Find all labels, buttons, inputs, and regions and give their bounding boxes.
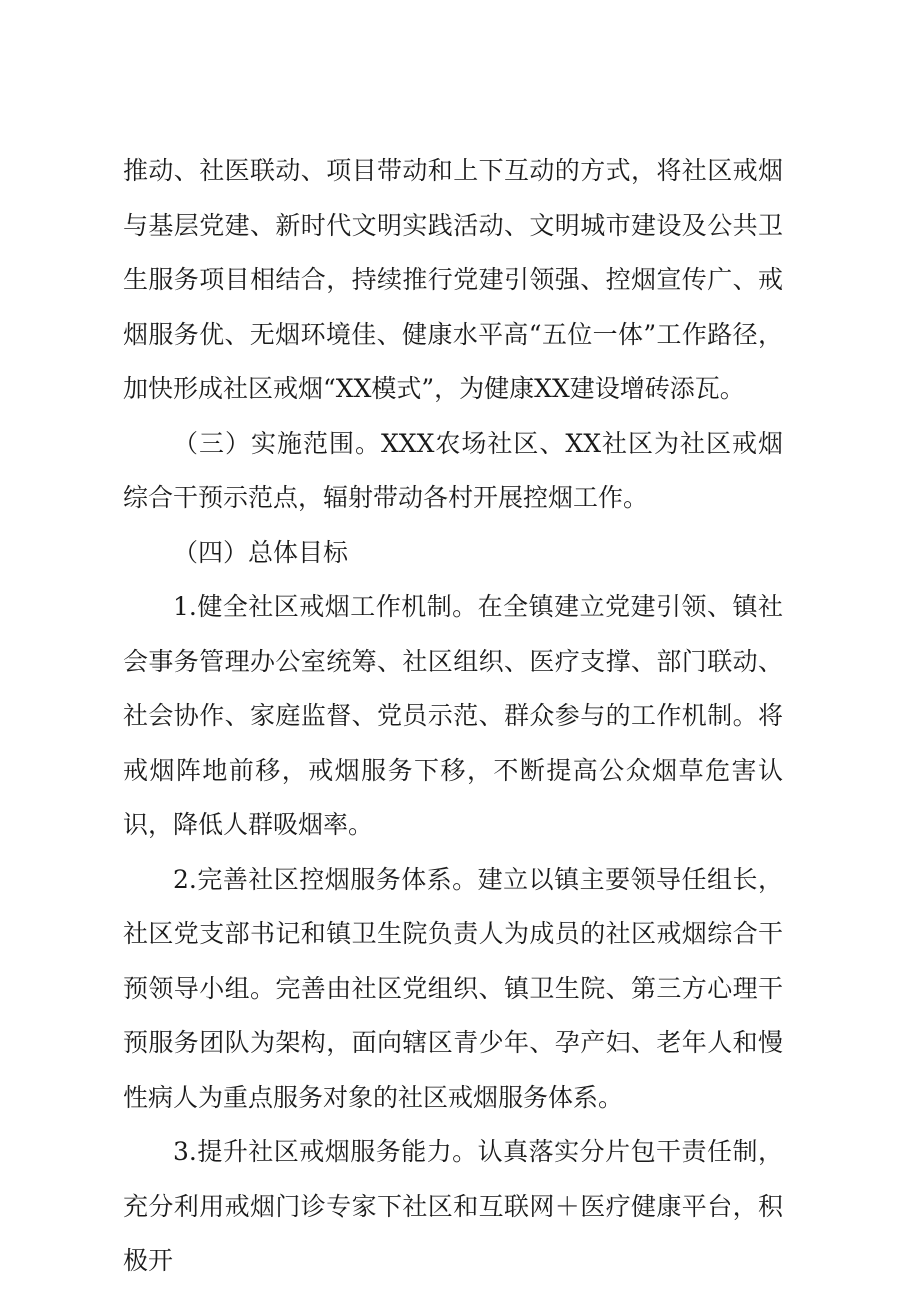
paragraph-goal-2: 2.完善社区控烟服务体系。建立以镇主要领导任组长，社区党支部书记和镇卫生院负责人为成员的社区戒烟综合干预领导小组。完善由社区党组织、镇卫生院、第三方心理干预服务团队为架构，面向辖区青少年、孕产妇、老年人和慢性病人为重点服务对象的社区戒烟服务体系。 [123,864,783,1112]
section-heading-overall-goals: （四）总体目标 [173,537,349,567]
document-body [123,144,783,1289]
paragraph-goal-1: 1.健全社区戒烟工作机制。在全镇建立党建引领、镇社会事务管理办公室统筹、社区组织、医疗支撑、部门联动、社会协作、家庭监督、党员示范、群众参与的工作机制。将戒烟阵地前移，戒烟服务下移，不断提高公众烟草危害认识，降低人群吸烟率。 [123,592,783,839]
paragraph-goal-3: 3.提升社区戒烟服务能力。认真落实分片包干责任制，充分利用戒烟门诊专家下社区和互联网＋医疗健康平台，积极开 [123,1137,783,1275]
paragraph-section-scope: （三）实施范围。XXX农场社区、XX社区为社区戒烟综合干预示范点，辐射带动各村开展控烟工作。 [123,428,783,512]
paragraph-intro-continuation: 推动、社医联动、项目带动和上下互动的方式，将社区戒烟与基层党建、新时代文明实践活动、文明城市建设及公共卫生服务项目相结合，持续推行党建引领强、控烟宣传广、戒烟服务优、无烟环境佳、健康水平高“五位一体”工作路径，加快形成社区戒烟“XX模式”，为健康XX建设增砖添瓦。 [123,156,783,403]
